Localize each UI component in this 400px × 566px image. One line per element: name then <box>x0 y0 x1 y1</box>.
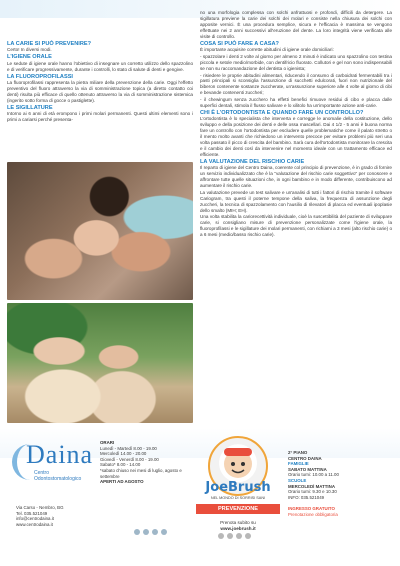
paragraph: Intorno ai 6 anni di età erompono i primi molari permanenti. Questi ultimi elementi sono i primi a cariarsi perché presenta- <box>7 110 193 122</box>
twitter-icon[interactable] <box>245 533 251 539</box>
heading-igiene-orale: L'IGIENE ORALE <box>7 54 52 61</box>
heading-cosa-fare-casa: COSA SI PUÒ FARE A CASA? <box>200 40 279 47</box>
orari-line: Sabato* 8.00 - 14.00 <box>100 462 141 468</box>
info-piano: 2° PIANO <box>288 450 308 455</box>
info-orario1: Orario turni: 10.00 a 11.00 <box>288 472 339 478</box>
joebrush-booking-line1: Prenota subito su <box>220 520 256 525</box>
info-centro: CENTRO DAINA <box>288 455 322 461</box>
info-mercoledi: MERCOLEDÌ MATTINA <box>288 483 335 489</box>
photo-children-dentist <box>7 162 193 300</box>
info-famiglie: FAMIGLIE <box>288 461 309 467</box>
right-text-column <box>200 10 392 239</box>
orari-line: Mercoledì 14.00 - 20.00 <box>100 451 147 457</box>
joebrush-booking-link[interactable]: www.joebrush.it <box>220 525 256 531</box>
joebrush-info <box>288 450 388 518</box>
daina-email[interactable]: info@centrodaina.it <box>16 516 54 522</box>
orari-line: Lunedì - Martedì 8.00 - 19.00 <box>100 445 157 451</box>
orari-agosto: APERTI AD AGOSTO <box>100 479 144 485</box>
photo-children-smiling <box>7 303 193 423</box>
paragraph: Le sedute di igiene orale hanno l'obiettivo di insegnare un corretto utilizzo dello spazzolino e di verificare progressivamente, durante i controlli, lo stato di salute di denti e gengive. <box>7 60 193 72</box>
heading-carie-prevenire: LA CARIE SI PUÒ PREVENIRE? <box>7 41 92 47</box>
paragraph: Il reparto di igiene del Centro Daina, coerente col principio di prevenzione, è in grado di fornire un servizio individualizzato che è la "valutazione del rischio carie soggettivo" per conoscere e affrontare tutte quelle situazioni che, in ogni bambino e in modo differente, contribuiscono ad aumentare il rischio carie. <box>200 165 392 188</box>
daina-social-icons <box>134 529 167 535</box>
youtube-icon[interactable] <box>236 533 242 539</box>
joebrush-banner: PREVENZIONE <box>196 504 280 514</box>
joebrush-booking <box>196 520 280 531</box>
daina-web[interactable]: www.centrodaina.it <box>16 521 53 527</box>
info-orario2: Orario turni: 9.30 e 10.30 <box>288 489 337 495</box>
heading-sigillature: LE SIGILLATURE <box>7 104 53 111</box>
daina-sub-line2: Odontostomatologico <box>34 476 82 482</box>
info-tel: INFO: 035.521049 <box>288 494 325 500</box>
daina-logo-subtitle <box>34 470 81 482</box>
info-ingresso: INGRESSO GRATUITO <box>288 506 335 512</box>
youtube-icon[interactable] <box>152 529 158 535</box>
daina-address: Via Carso - Nembro, BG <box>16 505 64 510</box>
paragraph: La valutazione prevede un test salivare e un'analisi di tutti i fattori di rischio tramite il software Cariogram, tra questi il poterne tempone della saliva, la frequenza di assunzione degli zuccheri, la tecnica di spazzolamento con l'ausilio di rilevatori di placca ed eventuali ipoplasie dello smalto (MIH; EH). <box>200 189 392 213</box>
daina-tel: Tel. 035.521049 <box>16 510 48 516</box>
paragraph: no una morfologia complessa con solchi anfrattuosi e profondi, difficili da detergere. La sigillatura previene la carie dei solchi dei molari e consiste nella chiusura dei solchi con apposite vernici. È una procedura semplice, sicura e l'efficacia è massima se vengono effettuate nei 2 anni successivi all'eruzione del dente. La loro integrità viene verificata alle visite di controllo. <box>200 10 392 39</box>
instagram-icon[interactable] <box>143 529 149 535</box>
twitter-icon[interactable] <box>161 529 167 535</box>
info-sabato: SABATO MATTINA <box>288 466 327 472</box>
joebrush-social-icons <box>218 533 258 539</box>
paragraph: L'ortodontista è lo specialista che interverta e corregge le anomalie della costituzione, dello sviluppo e della posizione dei denti e delle ossa mascellari. Dai 4 1/2 - 5 anni è buona norma fare un controllo con l'ortodontista per escludere quelle problematiche come il palato stretto o il mento molto avanti che richiedono un intervento precoce per evitare problemi più seri una volta passato il picco di crescita del bambino. Sarà cura dell'ortodontista monitorare la crescita e il cambio dei denti così da intervenire nel momento ideale con un trattamento efficace ed efficiente. <box>200 116 392 157</box>
daina-contacts <box>16 505 96 527</box>
paragraph: È importante acquisire corrette abitudini di igiene orale domiciliari: <box>200 46 334 52</box>
paragraph: La fluoroprofilassi rappresenta la pietra miliare della prevenzione della carie. Oggi l'effetto preventivo del fluoro attraverso la via di somministrazione topica (a diretto contatto coi denti) risulta più efficace di quello ottenuto attraverso la via di somministrazione sistemica (ingerito sotto forma di gocce o pastiglette). <box>7 79 193 103</box>
heading-rischio-carie: LA VALUTAZIONE DEL RISCHIO CARIE <box>200 158 305 165</box>
left-text-column <box>7 40 193 124</box>
daina-sub-line1: Centro <box>34 470 50 476</box>
joebrush-name: JoeBrush <box>205 480 271 495</box>
info-prenotazione: Prenotazione obbligatoria <box>288 511 338 517</box>
info-scuole: SCUOLE <box>288 477 307 483</box>
instagram-icon[interactable] <box>227 533 233 539</box>
paragraph: - spazzolare i denti 2 volte al giorno per almeno 2 minuti è indicato uno spazzolino con testina piccola e setole medio/morbide, con dentifricio fluorato. Collutori e gel non sono indispensabili se non su raccomandazione del dentista o igienista; <box>200 53 392 71</box>
orari-note: *sabato chiuso nei mesi di luglio, agosto e settembre <box>100 467 182 479</box>
joebrush-block <box>190 430 285 540</box>
facebook-icon[interactable] <box>218 533 224 539</box>
joebrush-subtitle: NEL MONDO DI SORRISI SANI <box>210 496 266 500</box>
orari-line: Giovedì - Venerdì 8.00 - 19.00 <box>100 456 159 462</box>
paragraph: Certo! In diversi modi. <box>7 47 52 53</box>
daina-logo <box>12 440 92 500</box>
paragraph: - il chewingum senza zucchero ha effetti benefici rimuove residui di cibo e placca dalle superfici dentali, stimola il flusso salivare e lo xilitolo ha un'importante azione anti-carie. <box>200 97 392 109</box>
paragraph: Una volta stabilita la cariorecettività individuale, cioè la suscettibilità del paziente di sviluppare carie, si consigliano misure di prevenzione personalizzate come l'igiene orale, la fluoroprofilassi e le sigillature dei molari permanenti, con richiami a 3 mesi (alto rischio carie) o a 6 mesi (medio/basso rischio carie). <box>200 214 392 238</box>
daina-logo-word: Daina <box>26 440 94 469</box>
facebook-icon[interactable] <box>134 529 140 535</box>
orari-block <box>100 440 185 485</box>
orari-title: ORARI <box>100 440 115 445</box>
paragraph: - risiedere le proprie abitudini alimentari, riducendo il consumo di carboidrati fermentabili tra i pasti principali si sconsiglia l'assunzione di succhetti edulcorati, fuori non nutrizionale del biberon contenente sostanze zuccherate, un'assunzione superiore alle 4 volte al giorno di cibi e bevande contenenti zuccheri; <box>200 72 392 96</box>
heading-fluoroprofilassi: LA FLUOROPROFILASSI <box>7 73 73 80</box>
heading-ortodontista: CHI È L'ORTODONTISTA E QUANDO FARE UN CONTROLLO? <box>200 110 364 116</box>
